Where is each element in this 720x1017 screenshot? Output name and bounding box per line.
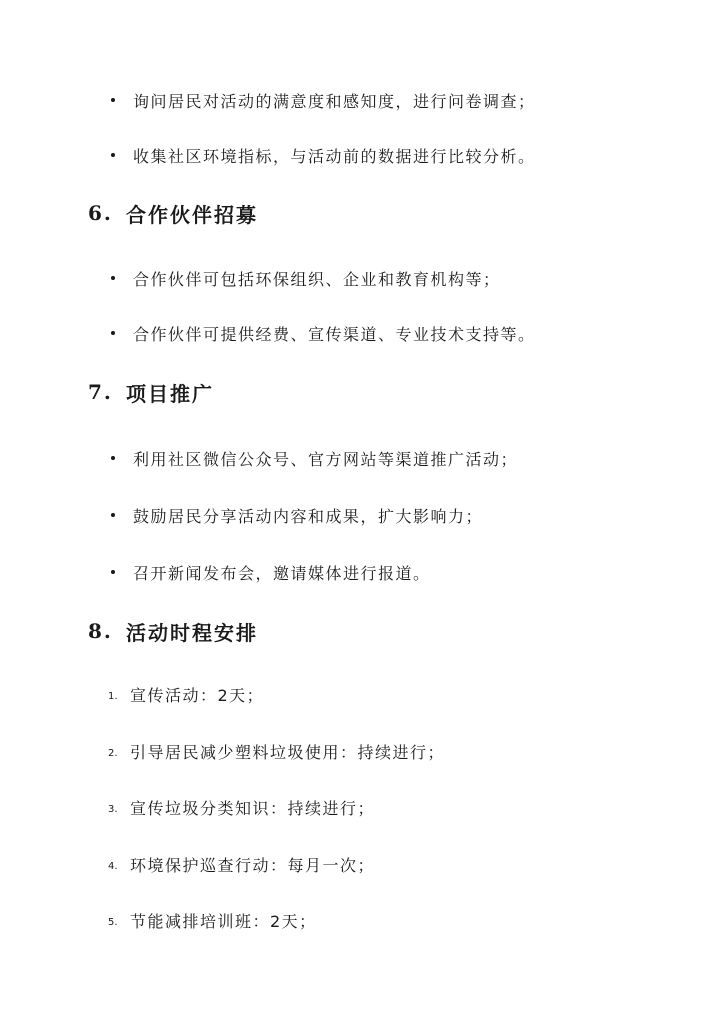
bullet-dot-icon [111, 513, 115, 517]
item-number: 4. [108, 860, 118, 872]
section-number: 8. [88, 619, 113, 643]
item-text: 宣传活动：2天； [130, 685, 265, 705]
section-title: 项目推广 [126, 381, 214, 406]
item-text: 节能减排培训班：2天； [130, 911, 317, 931]
item-text: 引导居民减少塑料垃圾使用：持续进行； [130, 742, 446, 762]
section-title: 活动时程安排 [126, 620, 258, 645]
item-text: 宣传垃圾分类知识：持续进行； [130, 798, 376, 818]
section-number: 6. [88, 201, 113, 225]
numbered-item [108, 908, 317, 932]
bullet-dot-icon [111, 570, 115, 574]
bullet-dot-icon [111, 153, 115, 157]
bullet-dot-icon [111, 98, 115, 102]
bullet-text: 合作伙伴可包括环保组织、企业和教育机构等； [133, 269, 501, 289]
item-text: 环境保护巡查行动：每月一次； [130, 855, 376, 875]
bullet-item [110, 88, 536, 112]
bullet-dot-icon [111, 276, 115, 280]
bullet-text: 询问居民对活动的满意度和感知度，进行问卷调查； [133, 91, 536, 111]
item-number: 5. [108, 916, 118, 928]
item-number: 3. [108, 803, 118, 815]
section-number: 7. [88, 380, 113, 404]
bullet-text: 收集社区环境指标，与活动前的数据进行比较分析。 [133, 146, 536, 166]
bullet-item [110, 143, 536, 167]
item-number: 1. [108, 690, 118, 702]
bullet-text: 利用社区微信公众号、官方网站等渠道推广活动； [133, 449, 519, 469]
bullet-text: 召开新闻发布会，邀请媒体进行报道。 [133, 563, 431, 583]
bullet-dot-icon [111, 456, 115, 460]
item-number: 2. [108, 747, 118, 759]
section-title: 合作伙伴招募 [126, 202, 258, 227]
section-heading [88, 616, 258, 646]
bullet-item [110, 560, 431, 584]
bullet-text: 合作伙伴可提供经费、宣传渠道、专业技术支持等。 [133, 324, 536, 344]
bullet-text: 鼓励居民分享活动内容和成果，扩大影响力； [133, 506, 484, 526]
numbered-item [108, 682, 264, 706]
bullet-item [110, 321, 536, 345]
section-heading [88, 377, 214, 407]
numbered-item [108, 852, 375, 876]
bullet-item [110, 266, 501, 290]
numbered-item [108, 739, 445, 763]
numbered-item [108, 795, 375, 819]
bullet-dot-icon [111, 331, 115, 335]
section-heading [88, 198, 258, 228]
bullet-item [110, 503, 483, 527]
bullet-item [110, 446, 518, 470]
